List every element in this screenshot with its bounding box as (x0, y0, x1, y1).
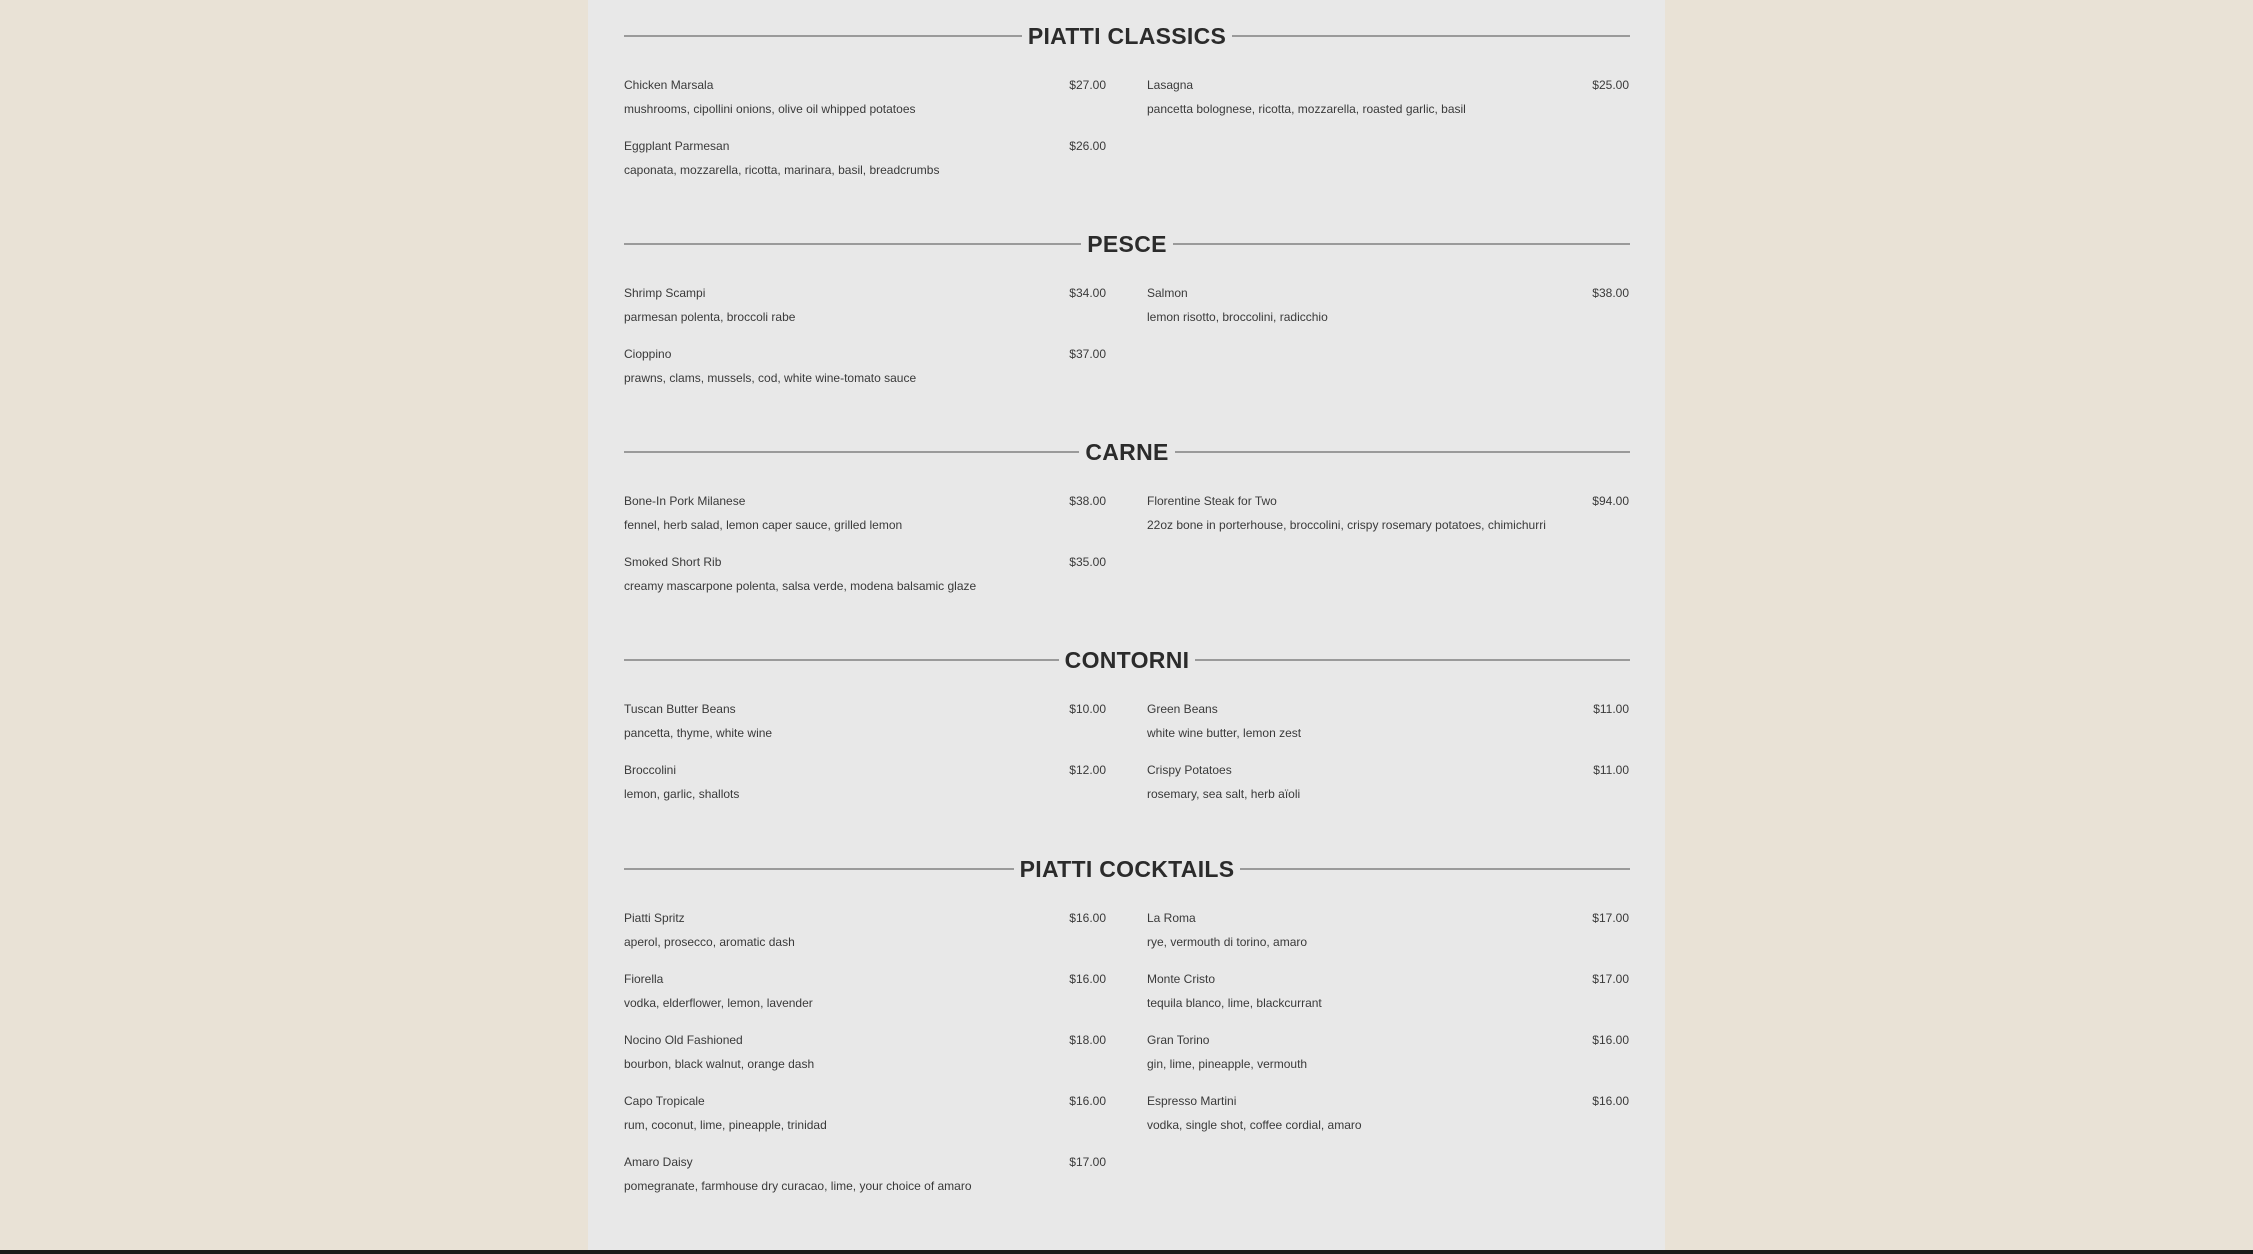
item-description: white wine butter, lemon zest (1147, 726, 1302, 740)
menu-item (624, 972, 1106, 1022)
item-price: $17.00 (1069, 1155, 1106, 1169)
menu-item (624, 1033, 1106, 1083)
item-description: bourbon, black walnut, orange dash (624, 1057, 815, 1071)
item-price: $10.00 (1069, 702, 1106, 716)
item-price: $94.00 (1592, 494, 1629, 508)
item-price: $12.00 (1069, 763, 1106, 777)
item-name: Nocino Old Fashioned (624, 1033, 743, 1047)
item-price: $11.00 (1593, 763, 1629, 777)
menu-item (1147, 1094, 1629, 1144)
item-description: mushrooms, cipollini onions, olive oil whipped potatoes (624, 102, 916, 116)
item-name: Tuscan Butter Beans (624, 702, 736, 716)
menu-item (624, 702, 1106, 752)
section-header (624, 849, 1630, 889)
item-price: $26.00 (1069, 139, 1106, 153)
header-rule-right (1173, 243, 1630, 245)
menu-page (588, 0, 1665, 1250)
item-name: Lasagna (1147, 78, 1194, 92)
item-description: prawns, clams, mussels, cod, white wine-tomato sauce (624, 371, 917, 385)
item-name: Chicken Marsala (624, 78, 714, 92)
header-rule-right (1232, 35, 1630, 37)
bottom-divider (0, 1250, 2253, 1254)
item-description: pomegranate, farmhouse dry curacao, lime, your choice of amaro (624, 1179, 972, 1193)
item-description: rosemary, sea salt, herb aïoli (1147, 787, 1301, 801)
header-rule-left (624, 868, 1014, 870)
item-name: Amaro Daisy (624, 1155, 693, 1169)
item-price: $11.00 (1593, 702, 1629, 716)
item-name: Capo Tropicale (624, 1094, 705, 1108)
item-price: $38.00 (1592, 286, 1629, 300)
item-description: caponata, mozzarella, ricotta, marinara, basil, breadcrumbs (624, 163, 940, 177)
menu-item (1147, 911, 1629, 961)
item-description: rum, coconut, lime, pineapple, trinidad (624, 1118, 827, 1132)
menu-item (1147, 78, 1629, 128)
menu-item (624, 1155, 1106, 1205)
item-price: $16.00 (1069, 972, 1106, 986)
header-rule-left (624, 243, 1081, 245)
item-name: Salmon (1147, 286, 1188, 300)
section-title: CONTORNI (1064, 646, 1190, 673)
item-description: gin, lime, pineapple, vermouth (1147, 1057, 1308, 1071)
item-description: vodka, elderflower, lemon, lavender (624, 996, 813, 1010)
section-title: PIATTI CLASSICS (1027, 22, 1227, 49)
item-description: vodka, single shot, coffee cordial, amaro (1147, 1118, 1362, 1132)
item-price: $27.00 (1069, 78, 1106, 92)
item-name: Green Beans (1147, 702, 1218, 716)
item-description: creamy mascarpone polenta, salsa verde, modena balsamic glaze (624, 579, 977, 593)
menu-item (624, 78, 1106, 128)
header-rule-right (1175, 451, 1630, 453)
item-name: Broccolini (624, 763, 677, 777)
menu-item (624, 286, 1106, 336)
item-name: La Roma (1147, 911, 1196, 925)
item-price: $16.00 (1069, 911, 1106, 925)
menu-item (1147, 763, 1629, 813)
item-price: $17.00 (1592, 972, 1629, 986)
header-rule-left (624, 659, 1059, 661)
menu-item (624, 139, 1106, 189)
item-description: tequila blanco, lime, blackcurrant (1147, 996, 1322, 1010)
item-description: pancetta, thyme, white wine (624, 726, 773, 740)
menu-item (624, 1094, 1106, 1144)
section-header (624, 640, 1630, 680)
menu-item (624, 347, 1106, 397)
item-name: Bone-In Pork Milanese (624, 494, 746, 508)
item-name: Smoked Short Rib (624, 555, 722, 569)
item-price: $38.00 (1069, 494, 1106, 508)
item-price: $34.00 (1069, 286, 1106, 300)
section-header (624, 16, 1630, 56)
item-price: $16.00 (1069, 1094, 1106, 1108)
item-price: $16.00 (1592, 1033, 1629, 1047)
item-description: 22oz bone in porterhouse, broccolini, crispy rosemary potatoes, chimichurri (1147, 518, 1546, 532)
item-price: $17.00 (1592, 911, 1629, 925)
item-price: $37.00 (1069, 347, 1106, 361)
header-rule-right (1195, 659, 1630, 661)
menu-item (624, 555, 1106, 605)
menu-section (624, 16, 1630, 177)
item-name: Gran Torino (1147, 1033, 1210, 1047)
menu-item (624, 494, 1106, 544)
item-price: $35.00 (1069, 555, 1106, 569)
item-name: Shrimp Scampi (624, 286, 706, 300)
header-rule-left (624, 35, 1022, 37)
item-description: lemon risotto, broccolini, radicchio (1147, 310, 1328, 324)
item-name: Eggplant Parmesan (624, 139, 730, 153)
item-description: lemon, garlic, shallots (624, 787, 740, 801)
item-name: Cioppino (624, 347, 672, 361)
section-header (624, 224, 1630, 264)
section-title: PESCE (1087, 230, 1167, 257)
menu-section (624, 849, 1630, 1193)
header-rule-left (624, 451, 1079, 453)
menu-section (624, 640, 1630, 801)
menu-item (1147, 494, 1629, 544)
menu-item (1147, 1033, 1629, 1083)
item-price: $16.00 (1592, 1094, 1629, 1108)
item-description: pancetta bolognese, ricotta, mozzarella, roasted garlic, basil (1147, 102, 1466, 116)
menu-section (624, 432, 1630, 593)
item-description: fennel, herb salad, lemon caper sauce, grilled lemon (624, 518, 903, 532)
menu-item (624, 763, 1106, 813)
item-description: parmesan polenta, broccoli rabe (624, 310, 796, 324)
menu-item (1147, 972, 1629, 1022)
item-name: Monte Cristo (1147, 972, 1216, 986)
menu-item (1147, 702, 1629, 752)
section-title: CARNE (1085, 438, 1169, 465)
menu-item (624, 911, 1106, 961)
item-name: Crispy Potatoes (1147, 763, 1232, 777)
menu-item (1147, 286, 1629, 336)
item-price: $18.00 (1069, 1033, 1106, 1047)
section-title: PIATTI COCKTAILS (1019, 855, 1235, 882)
item-name: Florentine Steak for Two (1147, 494, 1277, 508)
menu-section (624, 224, 1630, 385)
header-rule-right (1240, 868, 1630, 870)
item-description: aperol, prosecco, aromatic dash (624, 935, 795, 949)
section-header (624, 432, 1630, 472)
item-name: Espresso Martini (1147, 1094, 1237, 1108)
item-name: Fiorella (624, 972, 664, 986)
item-name: Piatti Spritz (624, 911, 685, 925)
item-price: $25.00 (1592, 78, 1629, 92)
item-description: rye, vermouth di torino, amaro (1147, 935, 1308, 949)
